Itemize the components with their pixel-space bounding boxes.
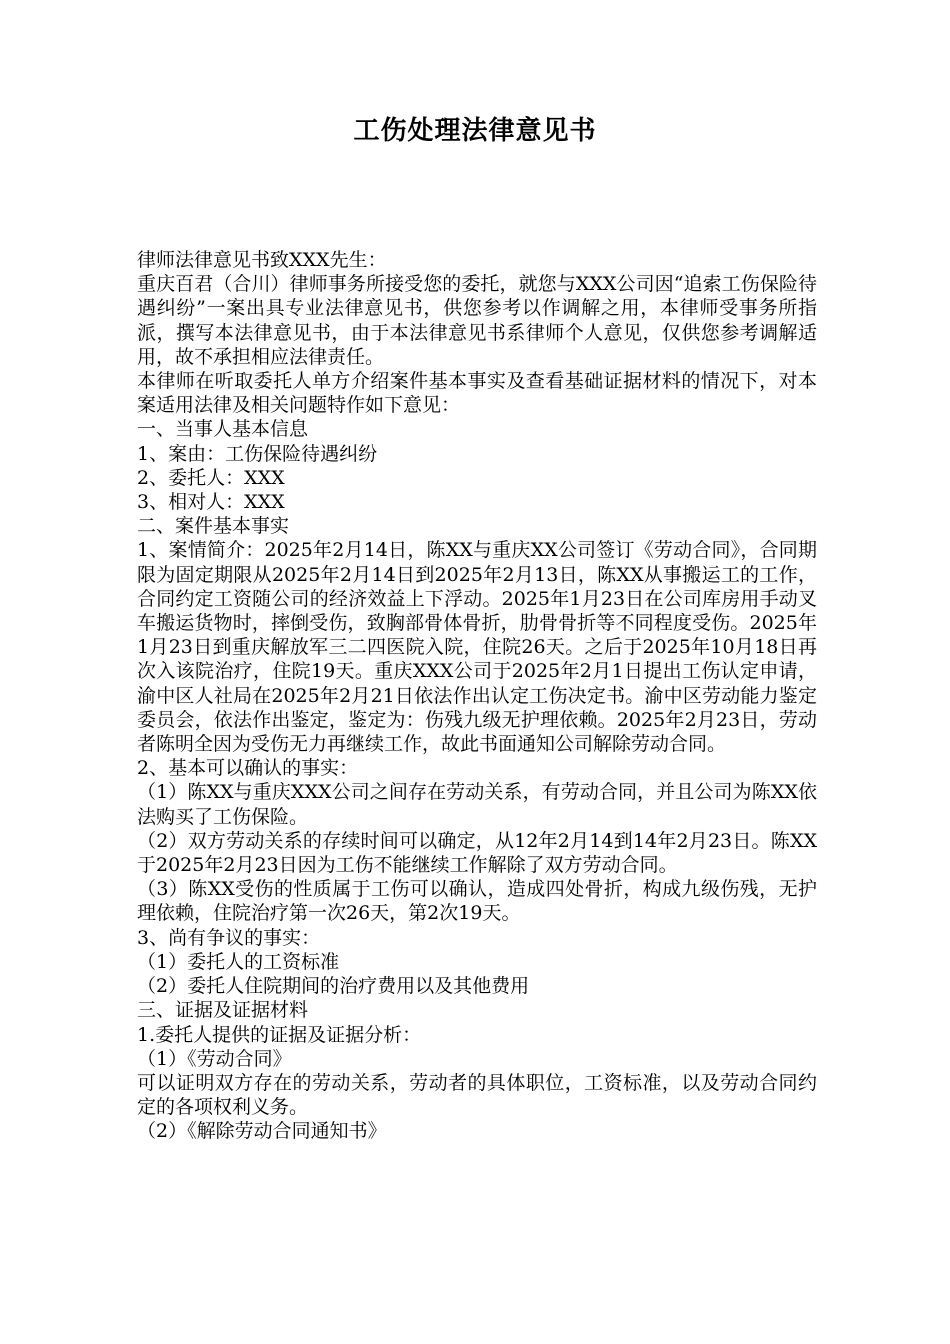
body-paragraph: 可以证明双方存在的劳动关系，劳动者的具体职位，工资标准，以及劳动合同约定的各项权利义务。 [137, 1071, 817, 1119]
list-item: 1、案由：工伤保险待遇纠纷 [137, 442, 378, 465]
list-item: （1）陈XX与重庆XXX公司之间存在劳动关系，有劳动合同，并且公司为陈XX依法购买了工伤保险。 [137, 781, 817, 828]
document-body [137, 248, 817, 1144]
list-item: （1）《劳动合同》 [137, 1047, 292, 1070]
list-item: 3、相对人：XXX [137, 491, 285, 514]
list-item: （3）陈XX受伤的性质属于工伤可以确认，造成四处骨折，构成九级伤残，无护理依赖，住院治疗第一次26天，第2次19天。 [137, 878, 817, 925]
section-heading: 二、案件基本事实 [137, 515, 290, 538]
list-item: （2）《解除劳动合同通知书》 [137, 1120, 387, 1143]
body-paragraph: 1、案情简介：2025年2月14日，陈XX与重庆XX公司签订《劳动合同》，合同期限为固定期限从2025年2月14日到2025年2月13日，陈XX从事搬运工的工作，合同约定工资随公司的经济效益上下浮动。2025年1月23日在公司库房用手动叉车搬运货物时，摔倒受伤，致胸部骨体骨折，肋骨骨折等不同程度受伤。2025年1月23日到重庆解放军三二四医院入院，住院26天。之后于2025年10月18日再次入该院治疗，住院19天。重庆XXX公司于2025年2月1日提出工伤认定申请，渝中区人社局在2025年2月21日依法作出认定工伤决定书。渝中区劳动能力鉴定委员会，依法作出鉴定，鉴定为：伤残九级无护理依赖。2025年2月23日，劳动者陈明全因为受伤无力再继续工作，故此书面通知公司解除劳动合同。 [137, 539, 817, 756]
intro-paragraph: 本律师在听取委托人单方介绍案件基本事实及查看基础证据材料的情况下，对本案适用法律及相关问题特作如下意见： [137, 370, 817, 417]
intro-paragraph: 重庆百君（合川）律师事务所接受您的委托，就您与XXX公司因“追索工伤保险待遇纠纷”一案出具专业法律意见书，供您参考以作调解之用，本律师受事务所指派，撰写本法律意见书，由于本法律意见书系律师个人意见，仅供您参考调解适用，故不承担相应法律责任。 [137, 273, 817, 368]
section-heading: 三、证据及证据材料 [137, 999, 309, 1022]
section-heading: 一、当事人基本信息 [137, 418, 309, 441]
list-item: （2）委托人住院期间的治疗费用以及其他费用 [137, 975, 530, 998]
salutation: 律师法律意见书致XXX先生： [137, 249, 387, 271]
list-item: 2、委托人：XXX [137, 466, 285, 489]
list-item: （1）委托人的工资标准 [137, 950, 340, 973]
subsection-heading: 1.委托人提供的证据及证据分析： [137, 1023, 422, 1046]
list-item: （2）双方劳动关系的存续时间可以确定，从12年2月14到14年2月23日。陈XX于2025年2月23日因为工伤不能继续工作解除了双方劳动合同。 [137, 829, 817, 877]
subsection-heading: 2、基本可以确认的事实： [137, 757, 359, 780]
subsection-heading: 3、尚有争议的事实： [137, 926, 321, 949]
document-title: 工伤处理法律意见书 [353, 116, 597, 146]
